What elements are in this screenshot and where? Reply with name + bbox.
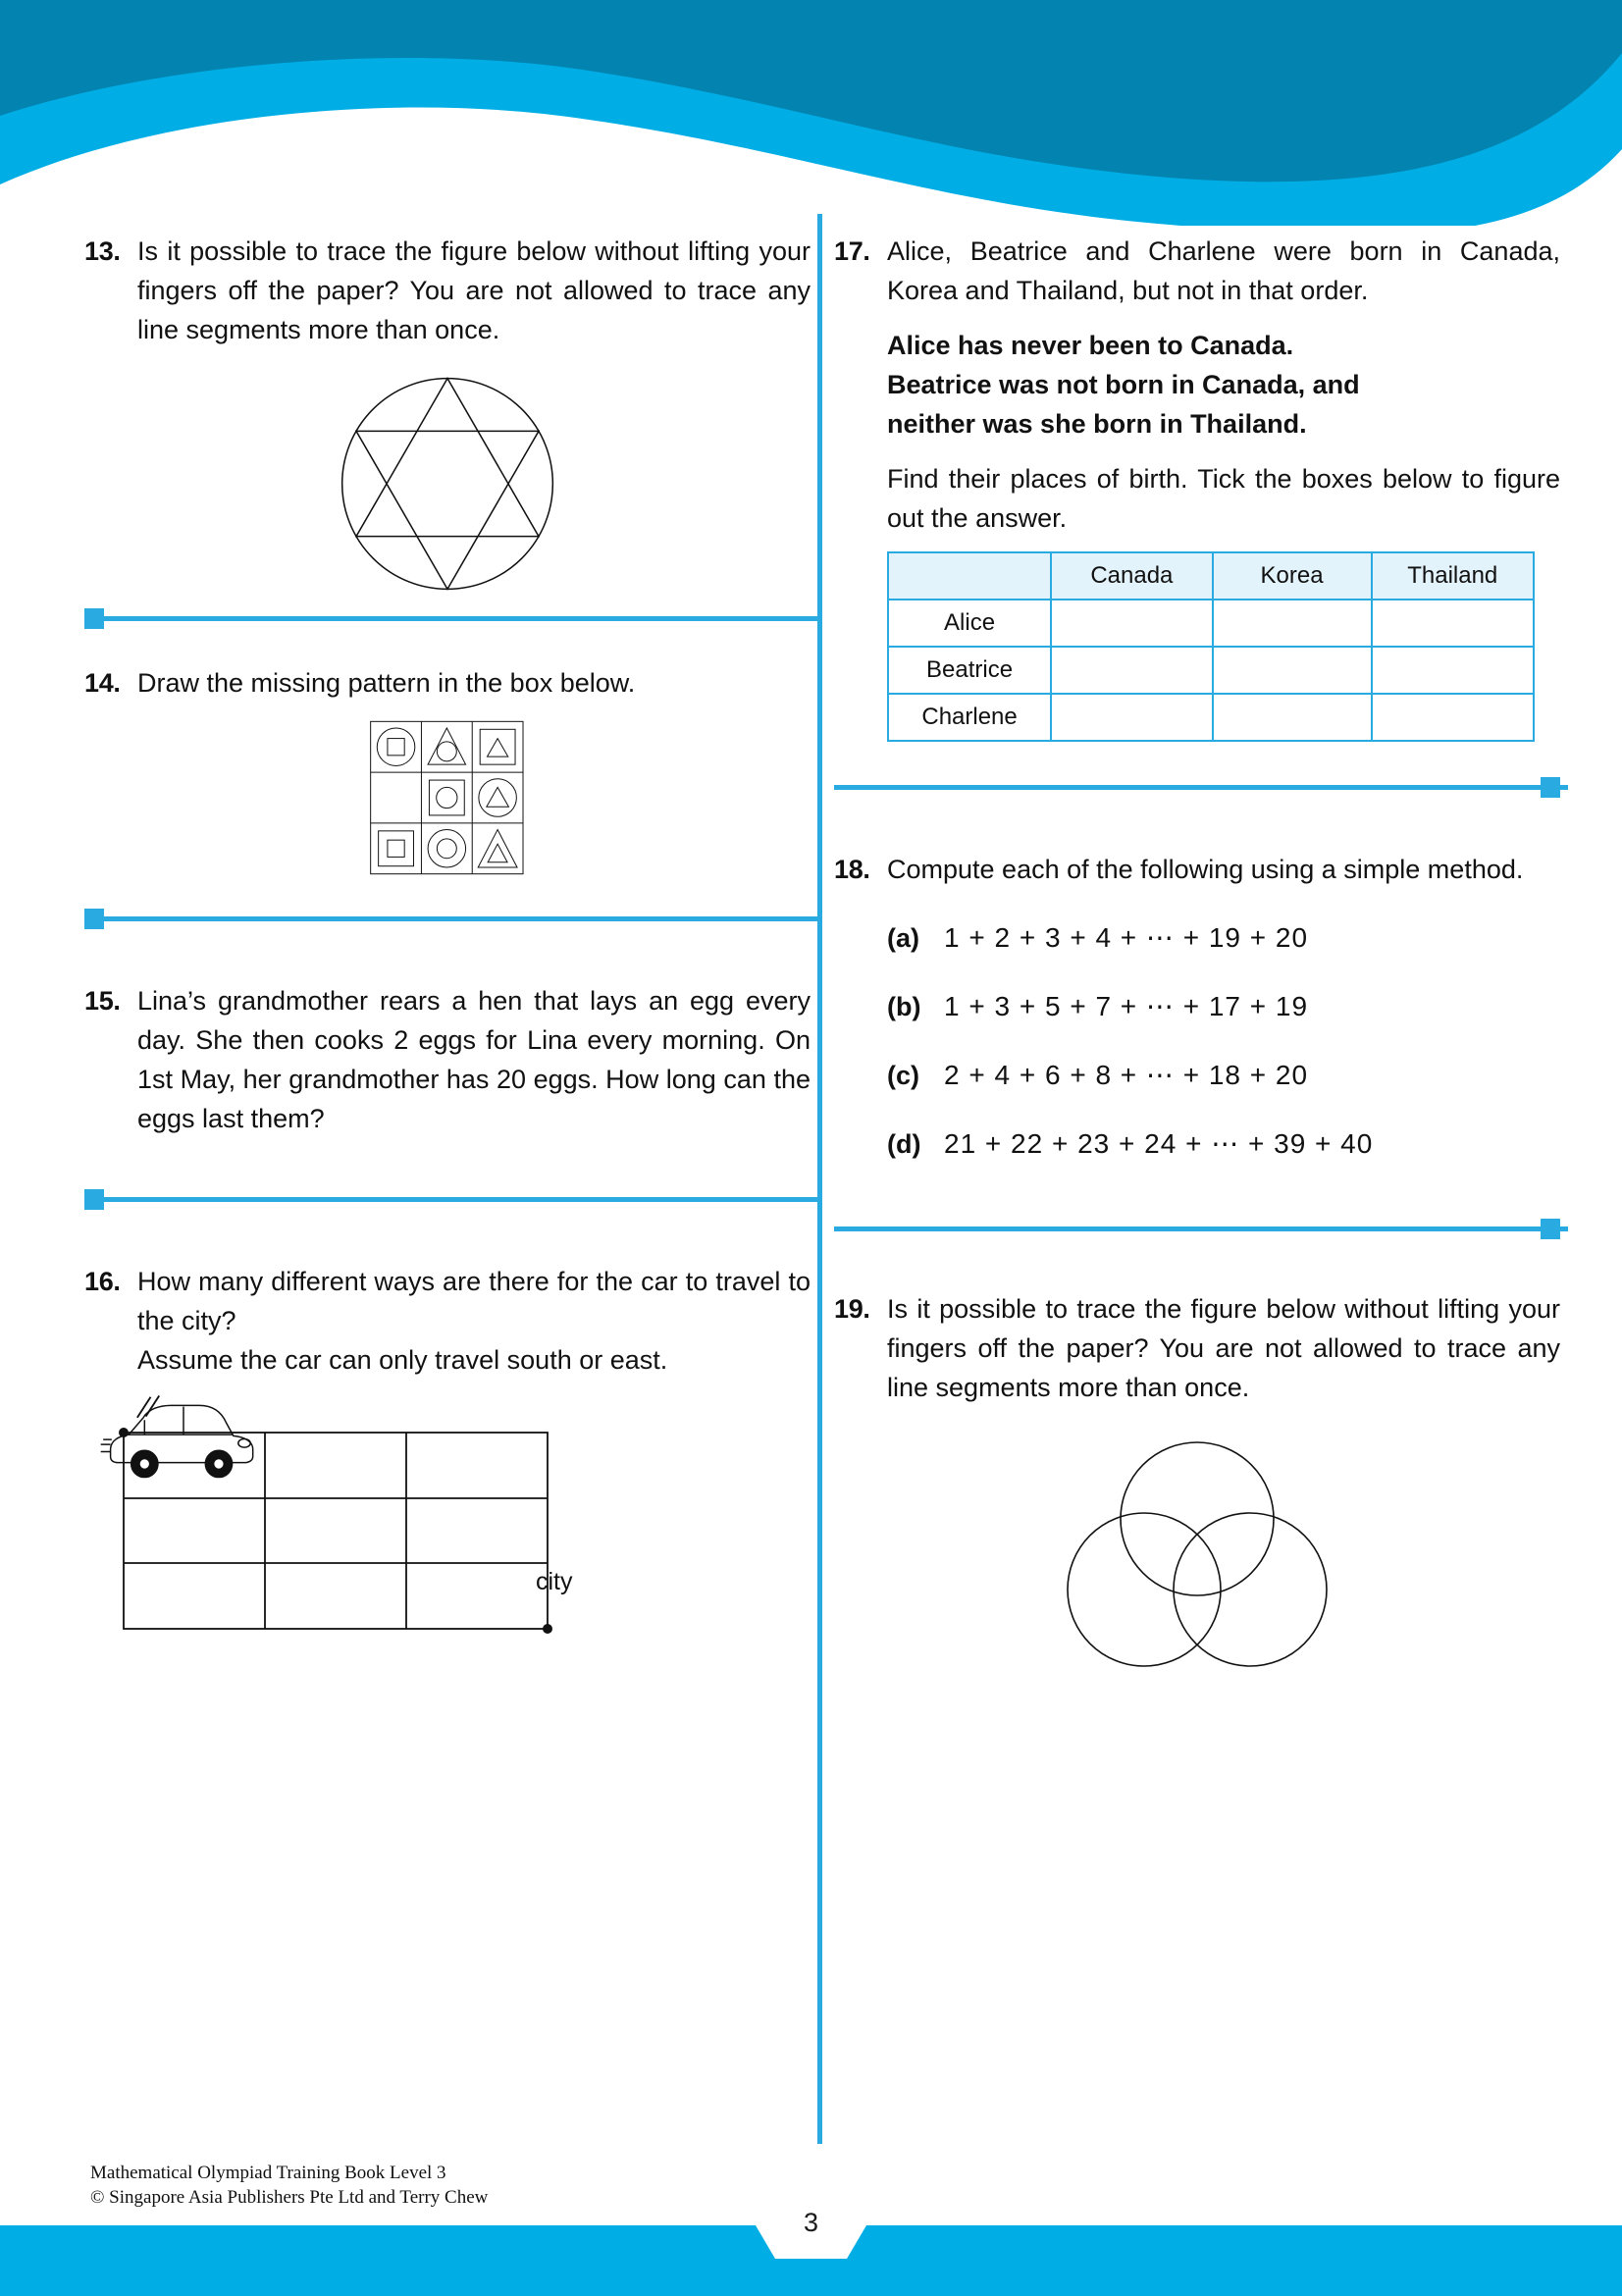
question-16-number: 16.: [84, 1267, 121, 1296]
table-row: [888, 600, 1534, 647]
left-column: [84, 232, 811, 1639]
question-15-number: 15.: [84, 986, 121, 1016]
question-14-number: 14.: [84, 668, 121, 698]
table-corner-cell: [888, 552, 1051, 600]
table-row-alice: Alice: [888, 600, 1051, 647]
question-13-text: Is it possible to trace the figure below without lifting your fingers off the paper? You are not allowed to trace any line segments more than once.: [137, 236, 811, 344]
pattern-grid-icon: [369, 720, 526, 875]
divider-after-q15: [84, 1177, 811, 1221]
item-d-label: (d): [887, 1129, 921, 1159]
city-label: city: [536, 1568, 573, 1595]
tick-box-charlene-canada[interactable]: [1051, 694, 1212, 741]
divider-after-q14: [84, 897, 811, 940]
question-14: [84, 663, 811, 703]
tick-box-beatrice-thailand[interactable]: [1372, 647, 1534, 694]
question-16-figure: [84, 1393, 811, 1639]
tick-box-beatrice-korea[interactable]: [1213, 647, 1372, 694]
divider-line: [84, 916, 818, 921]
table-row: [888, 694, 1534, 741]
tick-box-beatrice-canada[interactable]: [1051, 647, 1212, 694]
question-18: [834, 850, 1560, 1164]
question-14-text: Draw the missing pattern in the box below.: [137, 668, 636, 698]
divider-square: [1541, 777, 1560, 798]
item-a-expression: 1 + 2 + 3 + 4 + ⋯ + 19 + 20: [944, 922, 1309, 953]
divider-line: [84, 616, 818, 621]
item-c-expression: 2 + 4 + 6 + 8 + ⋯ + 18 + 20: [944, 1060, 1309, 1090]
table-row-charlene: Charlene: [888, 694, 1051, 741]
divider-line: [834, 785, 1568, 790]
question-15: [84, 981, 811, 1138]
question-18-number: 18.: [834, 855, 870, 884]
question-18-item-d: [887, 1124, 1560, 1164]
question-17-clue-2: Beatrice was not born in Canada, and: [887, 370, 1360, 399]
question-16: [84, 1262, 811, 1380]
footer-bar-shape: [0, 2225, 1622, 2296]
question-17-clue-1: Alice has never been to Canada.: [887, 331, 1294, 360]
question-17-instruction: Find their places of birth. Tick the boxes below to figure out the answer.: [887, 464, 1560, 533]
car-road-grid-icon: [84, 1393, 693, 1639]
question-14-figure: [84, 720, 811, 875]
divider-after-q13: [84, 597, 811, 640]
table-row: [888, 647, 1534, 694]
question-17-number: 17.: [834, 236, 870, 266]
question-19-figure: [834, 1433, 1560, 1678]
item-b-label: (b): [887, 992, 921, 1021]
tick-box-alice-canada[interactable]: [1051, 600, 1212, 647]
question-18-text: Compute each of the following using a simple method.: [887, 855, 1524, 884]
tick-box-charlene-korea[interactable]: [1213, 694, 1372, 741]
footer-line-2: © Singapore Asia Publishers Pte Ltd and Terry Chew: [90, 2187, 489, 2208]
footer-line-1: Mathematical Olympiad Training Book Level 3: [90, 2163, 446, 2183]
question-17-intro: Alice, Beatrice and Charlene were born in Canada, Korea and Thailand, but not in that order.: [887, 236, 1560, 305]
tick-box-alice-thailand[interactable]: [1372, 600, 1534, 647]
item-d-expression: 21 + 22 + 23 + 24 + ⋯ + 39 + 40: [944, 1128, 1374, 1159]
question-15-text: Lina’s grandmother rears a hen that lays an egg every day. She then cooks 2 eggs for Lina every morning. On 1st May, her grandmother has 20 eggs. How long can the eggs last them?: [137, 986, 811, 1133]
right-column: [834, 232, 1560, 1678]
question-17-clue-3: neither was she born in Thailand.: [887, 409, 1307, 439]
table-col-thailand: Thailand: [1372, 552, 1534, 600]
question-13-figure: [84, 371, 811, 597]
item-c-label: (c): [887, 1061, 919, 1090]
footer-bar: [0, 2225, 1622, 2296]
start-node: [119, 1428, 129, 1437]
three-overlapping-circles-icon: [1060, 1433, 1334, 1678]
divider-after-q17: [834, 765, 1560, 809]
item-a-label: (a): [887, 923, 919, 953]
table-col-canada: Canada: [1051, 552, 1212, 600]
question-13-number: 13.: [84, 236, 121, 266]
table-row-beatrice: Beatrice: [888, 647, 1051, 694]
divider-line: [834, 1226, 1568, 1231]
question-18-item-b: [887, 987, 1560, 1026]
divider-square: [84, 909, 104, 929]
item-b-expression: 1 + 3 + 5 + 7 + ⋯ + 17 + 19: [944, 991, 1309, 1021]
table-col-korea: Korea: [1213, 552, 1372, 600]
question-17: [834, 232, 1560, 742]
hexagram-in-circle-icon: [335, 371, 560, 597]
divider-square: [84, 1189, 104, 1210]
question-19-text: Is it possible to trace the figure below without lifting your fingers off the paper? You are not allowed to trace any line segments more than once.: [887, 1294, 1560, 1402]
column-separator: [817, 214, 822, 2144]
tick-box-alice-korea[interactable]: [1213, 600, 1372, 647]
birthplace-table: [887, 551, 1535, 742]
divider-square: [84, 608, 104, 629]
divider-square: [1541, 1219, 1560, 1239]
divider-after-q18: [834, 1207, 1560, 1250]
question-19-number: 19.: [834, 1294, 870, 1324]
footer-copyright: [90, 2161, 488, 2210]
question-16-text-line2: Assume the car can only travel south or east.: [137, 1345, 668, 1375]
question-19: [834, 1289, 1560, 1407]
question-13: [84, 232, 811, 349]
tick-box-charlene-thailand[interactable]: [1372, 694, 1534, 741]
question-16-text-line1: How many different ways are there for the car to travel to the city?: [137, 1267, 811, 1335]
question-18-item-c: [887, 1056, 1560, 1095]
end-node: [543, 1624, 552, 1634]
table-header-row: [888, 552, 1534, 600]
divider-line: [84, 1197, 818, 1202]
question-18-item-a: [887, 918, 1560, 958]
page-number: 3: [803, 2208, 819, 2237]
header-wave-decoration: [0, 0, 1622, 226]
